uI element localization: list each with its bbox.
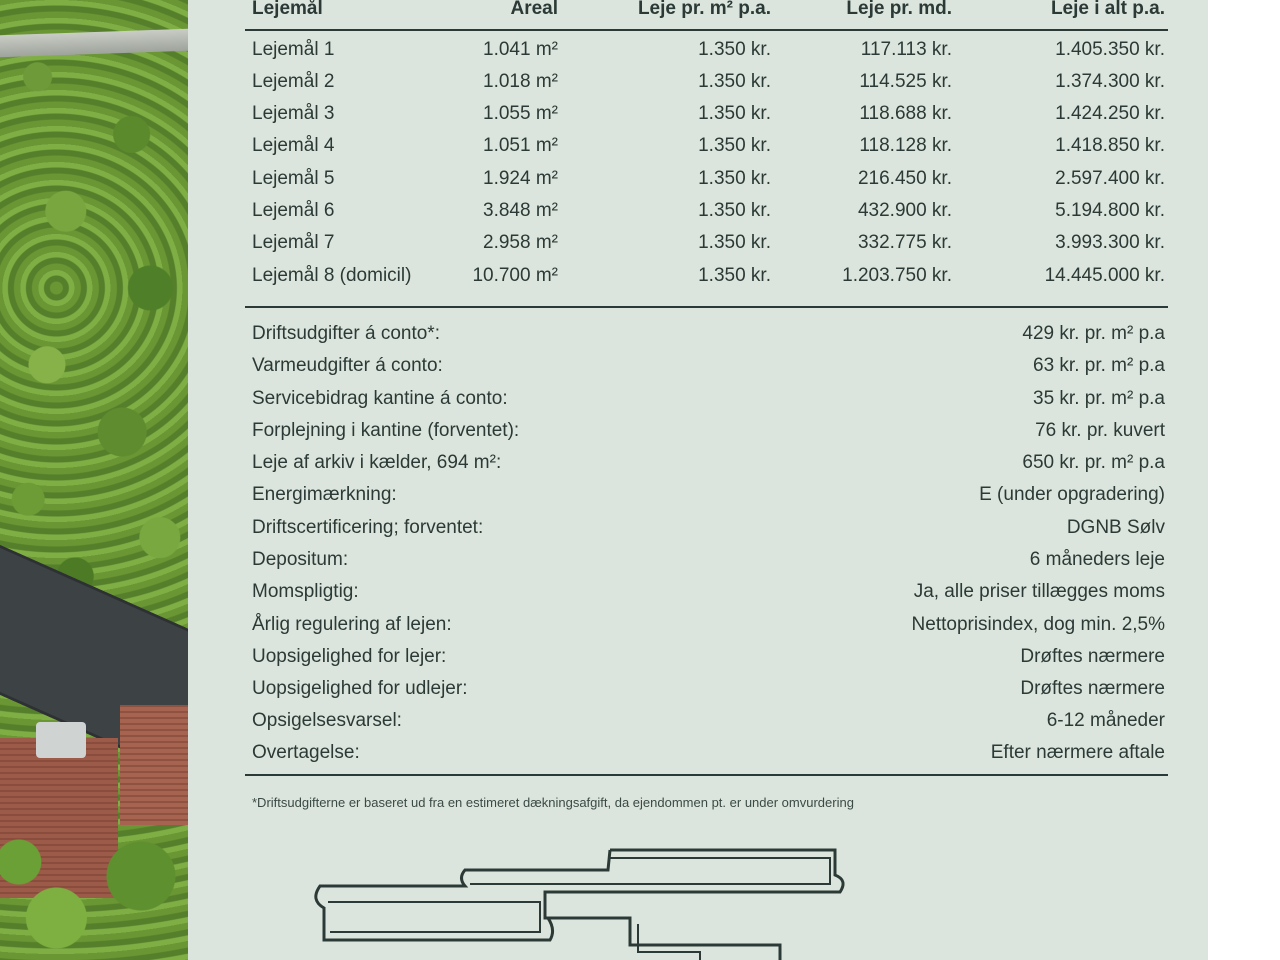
table-divider	[245, 306, 1168, 308]
list-item	[245, 678, 1168, 706]
term-label: Forplejning i kantine (forventet):	[252, 420, 520, 441]
cell-leje-i-alt: 5.194.800 kr.	[1055, 200, 1165, 221]
term-label: Momspligtig:	[252, 581, 359, 602]
cell-leje-pr-m2: 1.350 kr.	[698, 232, 771, 253]
cell-areal: 10.700 m²	[472, 265, 558, 286]
cell-leje-pr-md: 1.203.750 kr.	[842, 265, 952, 286]
table-row	[245, 103, 1168, 131]
term-value: 6 måneders leje	[1029, 549, 1165, 570]
term-label: Overtagelse:	[252, 742, 360, 763]
term-label: Uopsigelighed for lejer:	[252, 646, 447, 667]
table-row	[245, 135, 1168, 163]
term-label: Varmeudgifter á conto:	[252, 355, 443, 376]
term-label: Servicebidrag kantine á conto:	[252, 388, 508, 409]
list-item	[245, 549, 1168, 577]
term-label: Uopsigelighed for udlejer:	[252, 678, 468, 699]
cell-leje-pr-md: 118.128 kr.	[859, 135, 952, 156]
cell-areal: 1.055 m²	[483, 103, 558, 124]
cell-leje-pr-m2: 1.350 kr.	[698, 135, 771, 156]
cell-leje-i-alt: 14.445.000 kr.	[1044, 265, 1165, 286]
list-item	[245, 581, 1168, 609]
cell-areal: 2.958 m²	[483, 232, 558, 253]
header-areal: Areal	[510, 0, 558, 19]
table-row	[245, 39, 1168, 67]
header-leje-pr-m2: Leje pr. m² p.a.	[637, 0, 771, 19]
list-item	[245, 710, 1168, 738]
list-item	[245, 614, 1168, 642]
term-label: Leje af arkiv i kælder, 694 m²:	[252, 452, 502, 473]
table-row	[245, 265, 1168, 293]
term-value: Drøftes nærmere	[1020, 678, 1165, 699]
cell-leje-i-alt: 1.405.350 kr.	[1055, 39, 1165, 60]
term-value: 76 kr. pr. kuvert	[1035, 420, 1165, 441]
term-label: Årlig regulering af lejen:	[252, 614, 452, 635]
header-leje-i-alt: Leje i alt p.a.	[1050, 0, 1165, 19]
cell-leje-pr-m2: 1.350 kr.	[698, 168, 771, 189]
term-label: Driftscertificering; forventet:	[252, 517, 484, 538]
cell-leje-pr-m2: 1.350 kr.	[698, 265, 771, 286]
cell-leje-pr-md: 216.450 kr.	[857, 168, 952, 189]
term-label: Energimærkning:	[252, 484, 397, 505]
cell-leje-i-alt: 1.418.850 kr.	[1055, 135, 1165, 156]
cell-leje-pr-md: 432.900 kr.	[857, 200, 952, 221]
cell-areal: 1.018 m²	[483, 71, 558, 92]
header-divider	[245, 29, 1168, 31]
cell-leje-pr-md: 118.688 kr.	[859, 103, 952, 124]
term-value: Drøftes nærmere	[1020, 646, 1165, 667]
footnote: *Driftsudgifterne er baseret ud fra en estimeret dækningsafgift, da ejendommen pt. er under omvurdering	[252, 795, 854, 810]
term-value: 63 kr. pr. m² p.a	[1033, 355, 1165, 376]
photo-roof-unit	[36, 722, 86, 758]
cell-lejemaal: Lejemål 6	[252, 200, 335, 221]
floor-plan-outline	[300, 840, 860, 960]
term-value: DGNB Sølv	[1066, 517, 1165, 538]
cell-areal: 1.051 m²	[483, 135, 558, 156]
term-value: Efter nærmere aftale	[990, 742, 1165, 763]
table-row	[245, 232, 1168, 260]
term-value: E (under opgradering)	[979, 484, 1165, 505]
cell-areal: 1.924 m²	[483, 168, 558, 189]
term-value: 6-12 måneder	[1046, 710, 1165, 731]
table-row	[245, 168, 1168, 196]
cell-lejemaal: Lejemål 2	[252, 71, 335, 92]
list-item	[245, 646, 1168, 674]
cell-lejemaal: Lejemål 8 (domicil)	[252, 265, 412, 286]
list-item	[245, 452, 1168, 480]
header-leje-pr-md: Leje pr. md.	[846, 0, 952, 19]
cell-lejemaal: Lejemål 3	[252, 103, 335, 124]
term-value: 429 kr. pr. m² p.a	[1022, 323, 1165, 344]
term-value: 35 kr. pr. m² p.a	[1033, 388, 1165, 409]
photo-building-wall-side	[120, 705, 188, 825]
cell-leje-i-alt: 1.424.250 kr.	[1055, 103, 1165, 124]
cell-leje-pr-m2: 1.350 kr.	[698, 200, 771, 221]
cell-leje-i-alt: 2.597.400 kr.	[1055, 168, 1165, 189]
cell-leje-pr-md: 332.775 kr.	[857, 232, 952, 253]
cell-leje-pr-m2: 1.350 kr.	[698, 71, 771, 92]
cell-lejemaal: Lejemål 1	[252, 39, 335, 60]
cell-areal: 3.848 m²	[483, 200, 558, 221]
list-item	[245, 484, 1168, 512]
term-label: Driftsudgifter á conto*:	[252, 323, 440, 344]
cell-leje-i-alt: 1.374.300 kr.	[1055, 71, 1165, 92]
term-value: 650 kr. pr. m² p.a	[1022, 452, 1165, 473]
term-label: Opsigelsesvarsel:	[252, 710, 402, 731]
cell-leje-pr-m2: 1.350 kr.	[698, 39, 771, 60]
table-row	[245, 71, 1168, 99]
terms-divider	[245, 774, 1168, 776]
table-header-row	[245, 0, 1168, 26]
list-item	[245, 517, 1168, 545]
aerial-photo	[0, 0, 188, 960]
photo-trees	[0, 820, 188, 960]
table-row	[245, 200, 1168, 228]
cell-leje-pr-md: 117.113 kr.	[860, 39, 952, 60]
list-item	[245, 742, 1168, 770]
term-value: Nettoprisindex, dog min. 2,5%	[911, 614, 1165, 635]
header-lejemaal: Lejemål	[252, 0, 323, 19]
list-item	[245, 355, 1168, 383]
cell-lejemaal: Lejemål 4	[252, 135, 335, 156]
cell-lejemaal: Lejemål 7	[252, 232, 335, 253]
list-item	[245, 323, 1168, 351]
list-item	[245, 420, 1168, 448]
cell-leje-pr-m2: 1.350 kr.	[698, 103, 771, 124]
cell-lejemaal: Lejemål 5	[252, 168, 335, 189]
photo-road	[0, 29, 188, 58]
cell-leje-i-alt: 3.993.300 kr.	[1055, 232, 1165, 253]
term-label: Depositum:	[252, 549, 349, 570]
term-value: Ja, alle priser tillægges moms	[913, 581, 1165, 602]
list-item	[245, 388, 1168, 416]
cell-leje-pr-md: 114.525 kr.	[859, 71, 952, 92]
cell-areal: 1.041 m²	[483, 39, 558, 60]
